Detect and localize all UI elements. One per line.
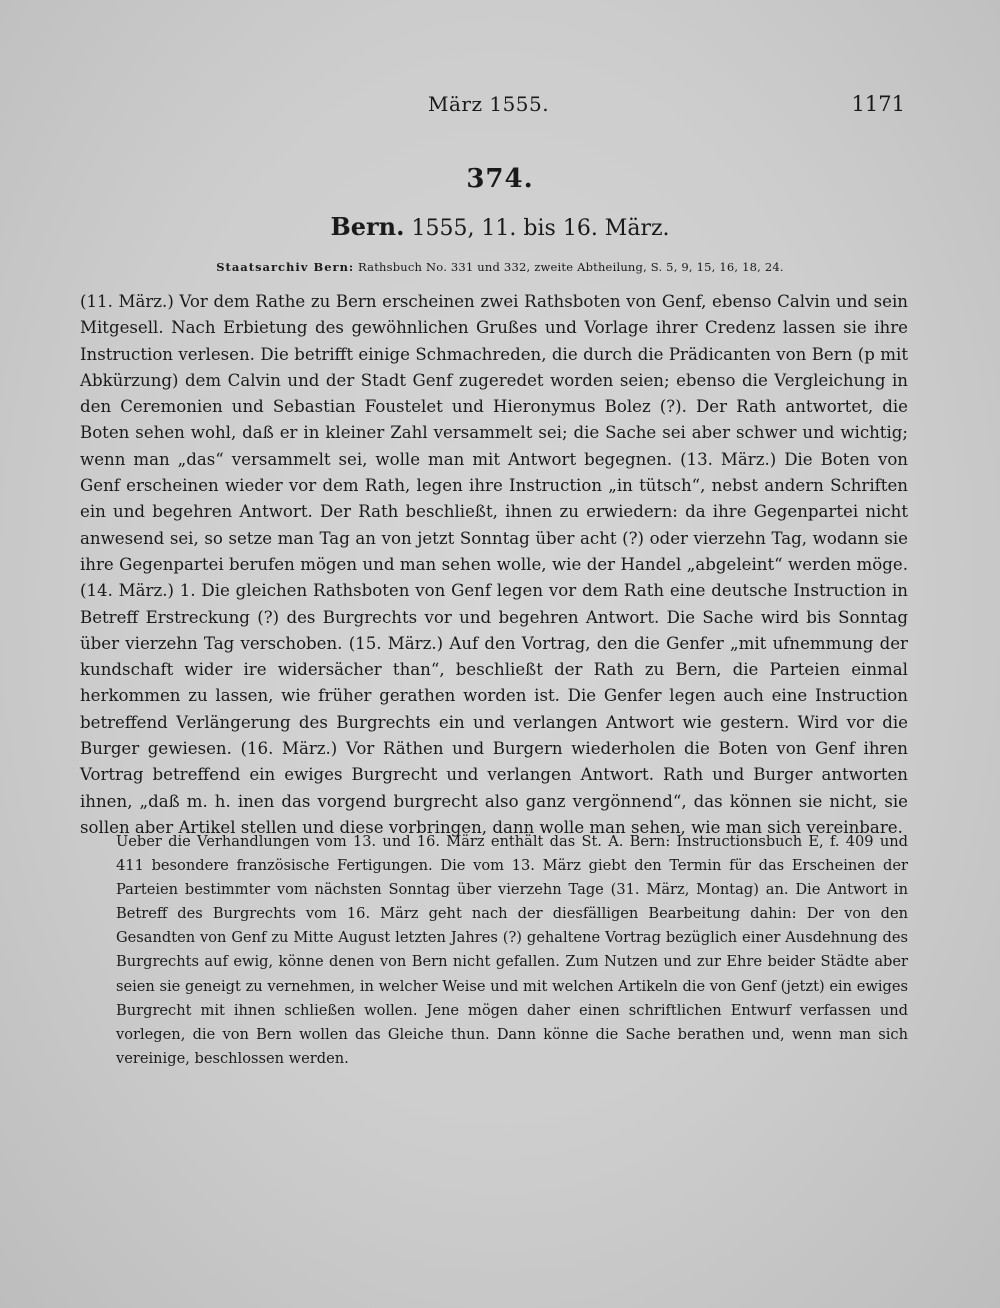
source-detail: Rathsbuch No. 331 und 332, zweite Abtheilung, S. 5, 9, 15, 16, 18, 24. [354, 260, 784, 274]
main-paragraph: (11. März.) Vor dem Rathe zu Bern erscheinen zwei Rathsboten von Genf, ebenso Calvin und sein Mitgesell. Nach Erbietung des gewöhnlichen Grußes und Vorlage ihrer Credenz lassen sie ihre Instruction verlesen. Die betrifft einige Schmachreden, die durch die Prädicanten von Bern (p mit Abkürzung) dem Calvin und der Stadt Genf zugeredet worden seien; ebenso die Vergleichung in den Ceremonien und Sebastian Foustelet und Hieronymus Bolez (?). Der Rath antwortet, die Boten sehen wohl, daß er in kleiner Zahl versammelt sei; die Sache sei aber schwer und wichtig; wenn man „das“ versammelt sei, wolle man mit Antwort begegnen. (13. März.) Die Boten von Genf erscheinen wieder vor dem Rath, legen ihre Instruction „in tütsch“, nebst andern Schriften ein und begehren Antwort. Der Rath beschließt, ihnen zu erwiedern: da ihre Gegenpartei nicht anwesend sei, so setze man Tag an von jetzt Sonntag über acht (?) oder vierzehn Tag, wodann sie ihre Gegenpartei berufen mögen und man sehen wolle, wie der Handel „abgeleint“ werden möge. (14. März.) 1. Die gleichen Rathsboten von Genf legen vor dem Rath eine deutsche Instruction in Betreff Erstreckung (?) des Burgrechts vor und begehren Antwort. Die Sache wird bis Sonntag über vierzehn Tag verschoben. (15. März.) Auf den Vortrag, den die Genfer „mit ufnemmung der kundschaft wider ire widersächer than“, beschließt der Rath zu Bern, die Parteien einmal herkommen zu lassen, wie früher gerathen worden ist. Die Genfer legen auch eine Instruction betreffend Verlängerung des Burgrechts ein und verlangen Antwort wie gestern. Wird vor die Burger gewiesen. (16. März.) Vor Räthen und Burgern wiederholen die Boten von Genf ihren Vortrag betreffend ein ewiges Burgrecht und verlangen Antwort. Rath und Burger antworten ihnen, „daß m. h. inen das vorgend burgrecht also ganz vergönnend“, das können sie nicht, sie sollen aber Artikel stellen und diese vorbringen, dann wolle man sehen, wie man sich vereinbare. [80, 292, 908, 837]
heading-place: Bern. [330, 212, 405, 241]
source-archive: Staatsarchiv Bern: [216, 260, 355, 274]
document-number: 374. [466, 164, 534, 194]
page-number: 1171 [851, 92, 905, 116]
running-head [0, 92, 1000, 122]
editorial-note: Ueber die Verhandlungen vom 13. und 16. März enthält das St. A. Bern: Instructionsbuch E, f. 409 und 411 besondere französische Fertigungen. Die vom 13. März giebt den Termin für das Erscheinen der Parteien bestimmter vom nächsten Sonntag über vierzehn Tage (31. März, Montag) an. Die Antwort in Betreff des Burgrechts vom 16. März geht nach der diesfälligen Bearbeitung dahin: Der von den Gesandten von Genf zu Mitte August letzten Jahres (?) gehaltene Vortrag bezüglich einer Ausdehnung des Burgrechts auf ewig, könne denen von Bern nicht gefallen. Zum Nutzen und zur Ehre beider Städte aber seien sie geneigt zu vernehmen, in welcher Weise und mit welchen Artikeln die von Genf (jetzt) ein ewiges Burgrecht mit ihnen schließen wollen. Jene mögen daher einen schriftlichen Entwurf verfassen und vorlegen, die von Bern wollen das Gleiche thun. Dann könne die Sache berathen und, wenn man sich vereinige, beschlossen werden. [116, 833, 908, 1067]
document-heading [0, 212, 1000, 241]
running-head-title: März 1555. [428, 92, 550, 116]
heading-dates: 1555, 11. bis 16. März. [404, 216, 670, 241]
source-citation [0, 260, 1000, 274]
